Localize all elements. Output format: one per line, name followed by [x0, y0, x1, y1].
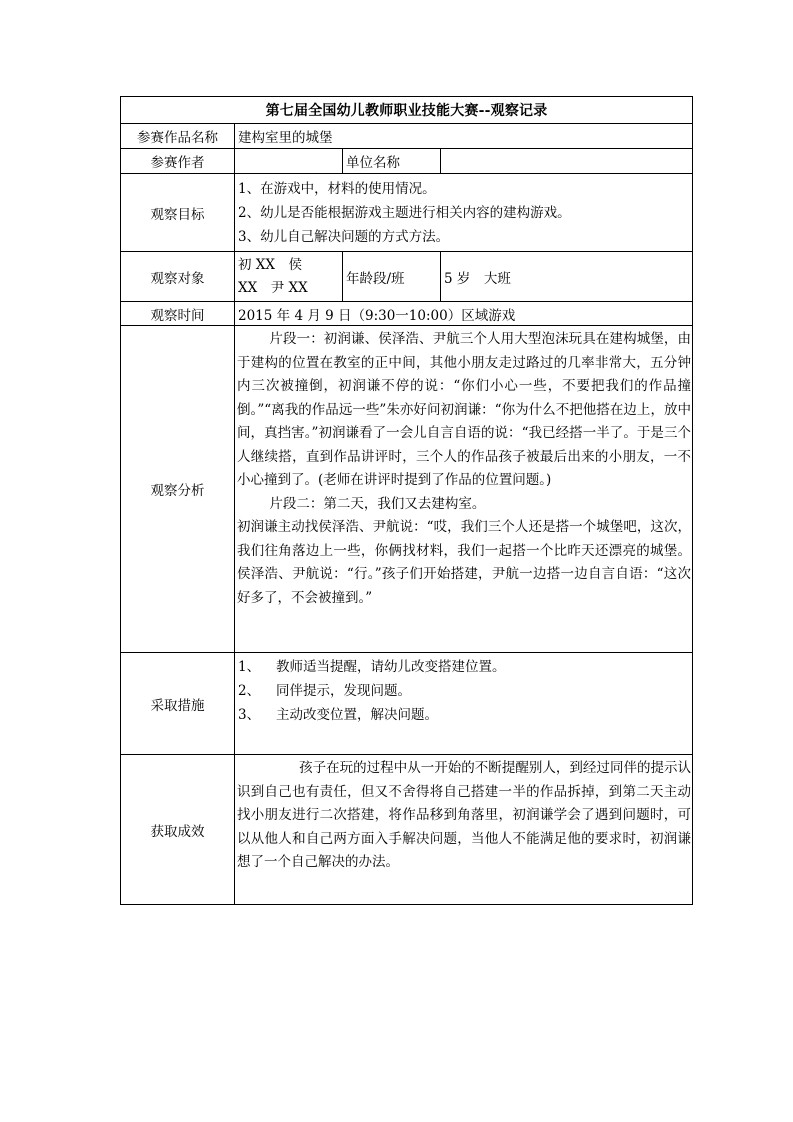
target-value [235, 252, 343, 302]
work-name-value: 建构室里的城堡 [235, 124, 693, 149]
analysis-content [235, 326, 693, 653]
goals-list [235, 174, 693, 252]
unit-label: 单位名称 [343, 149, 441, 174]
unit-value [441, 149, 693, 174]
measure-number: 1、 [238, 659, 261, 675]
measures-row [121, 653, 693, 755]
measure-item [238, 703, 690, 727]
time-row [121, 302, 693, 326]
target-value-line: XX 尹 XX [238, 279, 308, 296]
author-row [121, 149, 693, 174]
analysis-label: 观察分析 [121, 326, 235, 653]
measure-text: 主动改变位置，解决问题。 [276, 707, 438, 723]
time-label: 观察时间 [121, 302, 235, 326]
time-value: 2015 年 4 月 9 日（9:30一10:00）区域游戏 [235, 302, 693, 326]
age-label: 年龄段/班 [343, 252, 441, 302]
measures-label: 采取措施 [121, 653, 235, 755]
results-content [235, 755, 693, 905]
work-name-row [121, 124, 693, 149]
goal-item: 3、幼儿自己解决问题的方式方法。 [238, 228, 450, 245]
target-label: 观察对象 [121, 252, 235, 302]
goal-item: 2、幼儿是否能根据游戏主题进行相关内容的建构游戏。 [238, 204, 571, 221]
author-value [235, 149, 343, 174]
measure-item [238, 679, 690, 703]
target-value-line: 初 XX 侯 [238, 256, 303, 273]
title-row [121, 97, 693, 124]
measure-text: 教师适当提醒，请幼儿改变搭建位置。 [276, 659, 506, 675]
results-label: 获取成效 [121, 755, 235, 905]
author-label: 参赛作者 [121, 149, 235, 174]
measure-text: 同伴提示，发现问题。 [276, 683, 411, 699]
analysis-segment-2-head: 片段二：第二天，我们又去建构室。 [269, 495, 486, 512]
measure-item [238, 655, 690, 679]
measure-number: 2、 [238, 683, 261, 699]
form-title: 第七届全国幼儿教师职业技能大赛--观察记录 [121, 97, 693, 124]
measure-number: 3、 [238, 707, 261, 723]
measures-list [235, 653, 693, 755]
analysis-segment-1: 片段一：初润谦、侯泽浩、尹航三个人用大型泡沫玩具在建构城堡，由于建构的位置在教室的正中间，其他小朋友走过路过的几率非常大，五分钟内三次被撞倒，初润谦不停的说：“你们小心一些，不要把我们的作品撞倒。”“离我的作品远一些”朱亦好问初润谦：“你为什么不把他搭在边上，放中间，真挡害。”初润谦看了一会儿自言自语的说：“我已经搭一半了。于是三个人继续搭，直到作品讲评时，三个人的作品孩子被最后出来的小朋友，一不小心撞到了。(老师在讲评时提到了作品的位置问题。) [237, 331, 692, 488]
goals-row [121, 174, 693, 252]
results-row [121, 755, 693, 905]
analysis-row [121, 326, 693, 653]
goals-label: 观察目标 [121, 174, 235, 252]
analysis-segment-2-body: 初润谦主动找侯泽浩、尹航说：“哎，我们三个人还是搭一个城堡吧，这次，我们往角落边上一些，你俩找材料，我们一起搭一个比昨天还漂亮的城堡。侯泽浩、尹航说：“行。”孩子们开始搭建，尹航一边搭一边自言自语：“这次好多了，不会被撞到。” [237, 519, 692, 606]
results-text: 孩子在玩的过程中从一开始的不断提醒别人，到经过同伴的提示认识到自己也有责任，但又不舍得将自己搭建一半的作品拆掉，到第二天主动找小朋友进行二次搭建，将作品移到角落里，初润谦学会了遇到问题时，可以从他人和自己两方面入手解决问题，当他人不能满足他的要求时，初润谦想了一个自己解决的办法。 [237, 760, 692, 870]
goal-item: 1、在游戏中，材料的使用情况。 [238, 180, 436, 197]
age-value: 5 岁 大班 [441, 252, 693, 302]
work-name-label: 参赛作品名称 [121, 124, 235, 149]
target-row [121, 252, 693, 302]
observation-record-table [120, 96, 693, 905]
